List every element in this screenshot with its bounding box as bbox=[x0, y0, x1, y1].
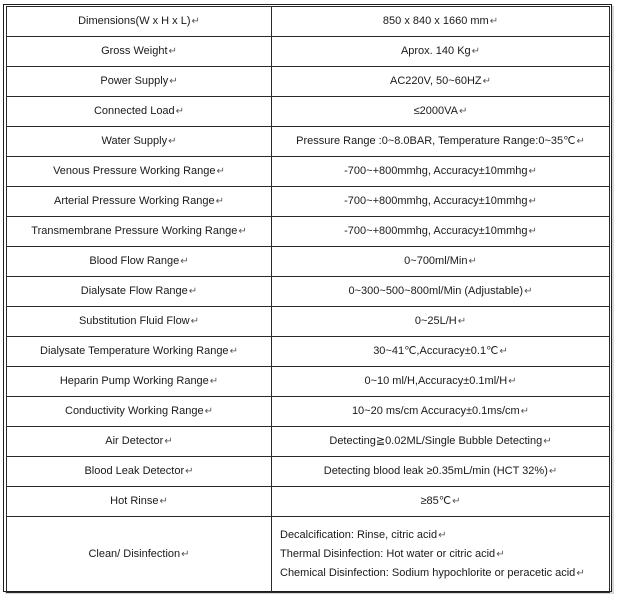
spec-label-text: Power Supply bbox=[100, 75, 169, 87]
table-row bbox=[7, 187, 610, 217]
spec-label bbox=[7, 397, 272, 427]
spec-value bbox=[272, 367, 610, 397]
spec-label-text: Blood Flow Range bbox=[89, 255, 180, 267]
spec-value bbox=[272, 247, 610, 277]
table-row bbox=[7, 427, 610, 457]
spec-label-text: Hot Rinse bbox=[110, 495, 159, 507]
spec-value-multiline bbox=[272, 517, 610, 593]
table-row bbox=[7, 337, 610, 367]
spec-label-text: Transmembrane Pressure Working Range bbox=[31, 225, 238, 237]
spec-value bbox=[272, 97, 610, 127]
spec-value-text: ≤2000VA bbox=[413, 105, 458, 117]
spec-value-text: -700~+800mmhg, Accuracy±10mmhg bbox=[344, 165, 528, 177]
spec-label bbox=[7, 427, 272, 457]
spec-label bbox=[7, 37, 272, 67]
table-row bbox=[7, 367, 610, 397]
spec-label bbox=[7, 187, 272, 217]
spec-value-text: ≥85℃ bbox=[420, 495, 452, 507]
specification-table bbox=[6, 6, 610, 593]
spec-value-text: 0~300~500~800ml/Min (Adjustable) bbox=[348, 285, 524, 297]
disinfection-line bbox=[280, 526, 605, 545]
paragraph-mark-icon: ↵ bbox=[180, 256, 189, 267]
spec-value bbox=[272, 487, 610, 517]
table-row bbox=[7, 277, 610, 307]
paragraph-mark-icon: ↵ bbox=[216, 166, 225, 177]
spec-label-text: Venous Pressure Working Range bbox=[53, 165, 216, 177]
paragraph-mark-icon: ↵ bbox=[452, 496, 461, 507]
paragraph-mark-icon: ↵ bbox=[508, 376, 517, 387]
spec-label-text: Blood Leak Detector bbox=[84, 465, 185, 477]
spec-label bbox=[7, 487, 272, 517]
spec-label-text: Arterial Pressure Working Range bbox=[54, 195, 215, 207]
paragraph-mark-icon: ↵ bbox=[209, 376, 219, 387]
paragraph-mark-icon: ↵ bbox=[164, 436, 173, 447]
spec-label-text: Dimensions(W x H x L) bbox=[78, 15, 191, 27]
paragraph-mark-icon: ↵ bbox=[168, 46, 177, 57]
spec-value bbox=[272, 67, 610, 97]
spec-value bbox=[272, 307, 610, 337]
spec-value-text: -700~+800mmhg, Accuracy±10mmhg bbox=[344, 225, 528, 237]
spec-value bbox=[272, 217, 610, 247]
spec-value bbox=[272, 277, 610, 307]
spec-label bbox=[7, 307, 272, 337]
spec-value-text: Pressure Range :0~8.0BAR, Temperature Range:0~35℃ bbox=[296, 135, 576, 147]
paragraph-mark-icon: ↵ bbox=[181, 549, 190, 560]
spec-value-text: 30~41℃,Accuracy±0.1℃ bbox=[373, 345, 499, 357]
table-row bbox=[7, 397, 610, 427]
paragraph-mark-icon: ↵ bbox=[496, 549, 505, 560]
spec-value-text: Detecting≧0.02ML/Single Bubble Detecting bbox=[329, 435, 543, 447]
paragraph-mark-icon: ↵ bbox=[528, 166, 537, 177]
paragraph-mark-icon: ↵ bbox=[190, 316, 200, 327]
paragraph-mark-icon: ↵ bbox=[215, 196, 224, 207]
spec-value bbox=[272, 127, 610, 157]
paragraph-mark-icon: ↵ bbox=[543, 436, 552, 447]
table-row bbox=[7, 487, 610, 517]
paragraph-mark-icon: ↵ bbox=[576, 136, 585, 147]
paragraph-mark-icon: ↵ bbox=[499, 346, 508, 357]
spec-value-text: 0~700ml/Min bbox=[404, 255, 468, 267]
table-row bbox=[7, 307, 610, 337]
spec-value bbox=[272, 7, 610, 37]
spec-label-text: Connected Load bbox=[93, 105, 175, 117]
disinfection-line bbox=[280, 564, 605, 583]
paragraph-mark-icon: ↵ bbox=[458, 106, 468, 117]
spec-value bbox=[272, 157, 610, 187]
spec-label-text: Water Supply bbox=[101, 135, 168, 147]
paragraph-mark-icon: ↵ bbox=[528, 196, 537, 207]
spec-label-text: Dialysate Temperature Working Range bbox=[40, 345, 229, 357]
spec-label-text: Air Detector bbox=[105, 435, 164, 447]
spec-label bbox=[7, 457, 272, 487]
disinfection-line-text: Thermal Disinfection: Hot water or citric acid bbox=[280, 548, 496, 560]
table-row bbox=[7, 217, 610, 247]
paragraph-mark-icon: ↵ bbox=[438, 530, 447, 541]
table-row bbox=[7, 517, 610, 593]
spec-label bbox=[7, 367, 272, 397]
spec-value-text: -700~+800mmhg, Accuracy±10mmhg bbox=[344, 195, 528, 207]
paragraph-mark-icon: ↵ bbox=[528, 226, 537, 237]
paragraph-mark-icon: ↵ bbox=[524, 286, 533, 297]
paragraph-mark-icon: ↵ bbox=[169, 76, 178, 87]
spec-value-text: Detecting blood leak ≥0.35mL/min (HCT 32%) bbox=[323, 465, 548, 477]
paragraph-mark-icon: ↵ bbox=[468, 256, 477, 267]
table-row bbox=[7, 157, 610, 187]
spec-label bbox=[7, 157, 272, 187]
spec-label-text: Clean/ Disinfection bbox=[88, 548, 181, 560]
spec-value-text: 10~20 ms/cm Accuracy±0.1ms/cm bbox=[351, 405, 520, 417]
spec-value bbox=[272, 457, 610, 487]
spec-label bbox=[7, 97, 272, 127]
spec-value-text: AC220V, 50~60HZ bbox=[389, 75, 482, 87]
spec-label bbox=[7, 127, 272, 157]
spec-label bbox=[7, 517, 272, 593]
spec-value-text: Aprox. 140 Kg bbox=[400, 45, 471, 57]
paragraph-mark-icon: ↵ bbox=[159, 496, 168, 507]
spec-label bbox=[7, 217, 272, 247]
paragraph-mark-icon: ↵ bbox=[471, 46, 481, 57]
paragraph-mark-icon: ↵ bbox=[238, 226, 247, 237]
table-row bbox=[7, 67, 610, 97]
spec-label-text: Conductivity Working Range bbox=[65, 405, 204, 417]
paragraph-mark-icon: ↵ bbox=[548, 466, 558, 477]
spec-value-text: 0~10 ml/H,Accuracy±0.1ml/H bbox=[364, 375, 508, 387]
spec-label-text: Heparin Pump Working Range bbox=[59, 375, 209, 387]
spec-label bbox=[7, 7, 272, 37]
disinfection-line bbox=[280, 545, 605, 564]
spec-label bbox=[7, 67, 272, 97]
spec-value-text: 850 x 840 x 1660 mm bbox=[382, 15, 489, 27]
paragraph-mark-icon: ↵ bbox=[191, 16, 200, 27]
disinfection-line-text: Decalcification: Rinse, citric acid bbox=[280, 529, 438, 541]
spec-value bbox=[272, 187, 610, 217]
spec-value bbox=[272, 427, 610, 457]
paragraph-mark-icon: ↵ bbox=[576, 568, 585, 579]
spec-value bbox=[272, 337, 610, 367]
paragraph-mark-icon: ↵ bbox=[489, 16, 499, 27]
spec-label-text: Gross Weight bbox=[101, 45, 168, 57]
paragraph-mark-icon: ↵ bbox=[188, 286, 198, 297]
spec-label bbox=[7, 247, 272, 277]
paragraph-mark-icon: ↵ bbox=[185, 466, 194, 477]
spec-value bbox=[272, 37, 610, 67]
paragraph-mark-icon: ↵ bbox=[175, 106, 185, 117]
table-row bbox=[7, 37, 610, 67]
paragraph-mark-icon: ↵ bbox=[520, 406, 530, 417]
table-row bbox=[7, 7, 610, 37]
table-row bbox=[7, 97, 610, 127]
spec-value-text: 0~25L/H bbox=[414, 315, 457, 327]
table-row bbox=[7, 457, 610, 487]
paragraph-mark-icon: ↵ bbox=[457, 316, 467, 327]
spec-label bbox=[7, 337, 272, 367]
table-row bbox=[7, 247, 610, 277]
spec-label-text: Substitution Fluid Flow bbox=[78, 315, 190, 327]
spec-value bbox=[272, 397, 610, 427]
paragraph-mark-icon: ↵ bbox=[168, 136, 177, 147]
paragraph-mark-icon: ↵ bbox=[229, 346, 238, 357]
paragraph-mark-icon: ↵ bbox=[482, 76, 492, 87]
paragraph-mark-icon: ↵ bbox=[204, 406, 213, 417]
disinfection-line-text: Chemical Disinfection: Sodium hypochlorite or peracetic acid bbox=[280, 567, 576, 579]
spec-label-text: Dialysate Flow Range bbox=[80, 285, 188, 297]
spec-label bbox=[7, 277, 272, 307]
table-row bbox=[7, 127, 610, 157]
